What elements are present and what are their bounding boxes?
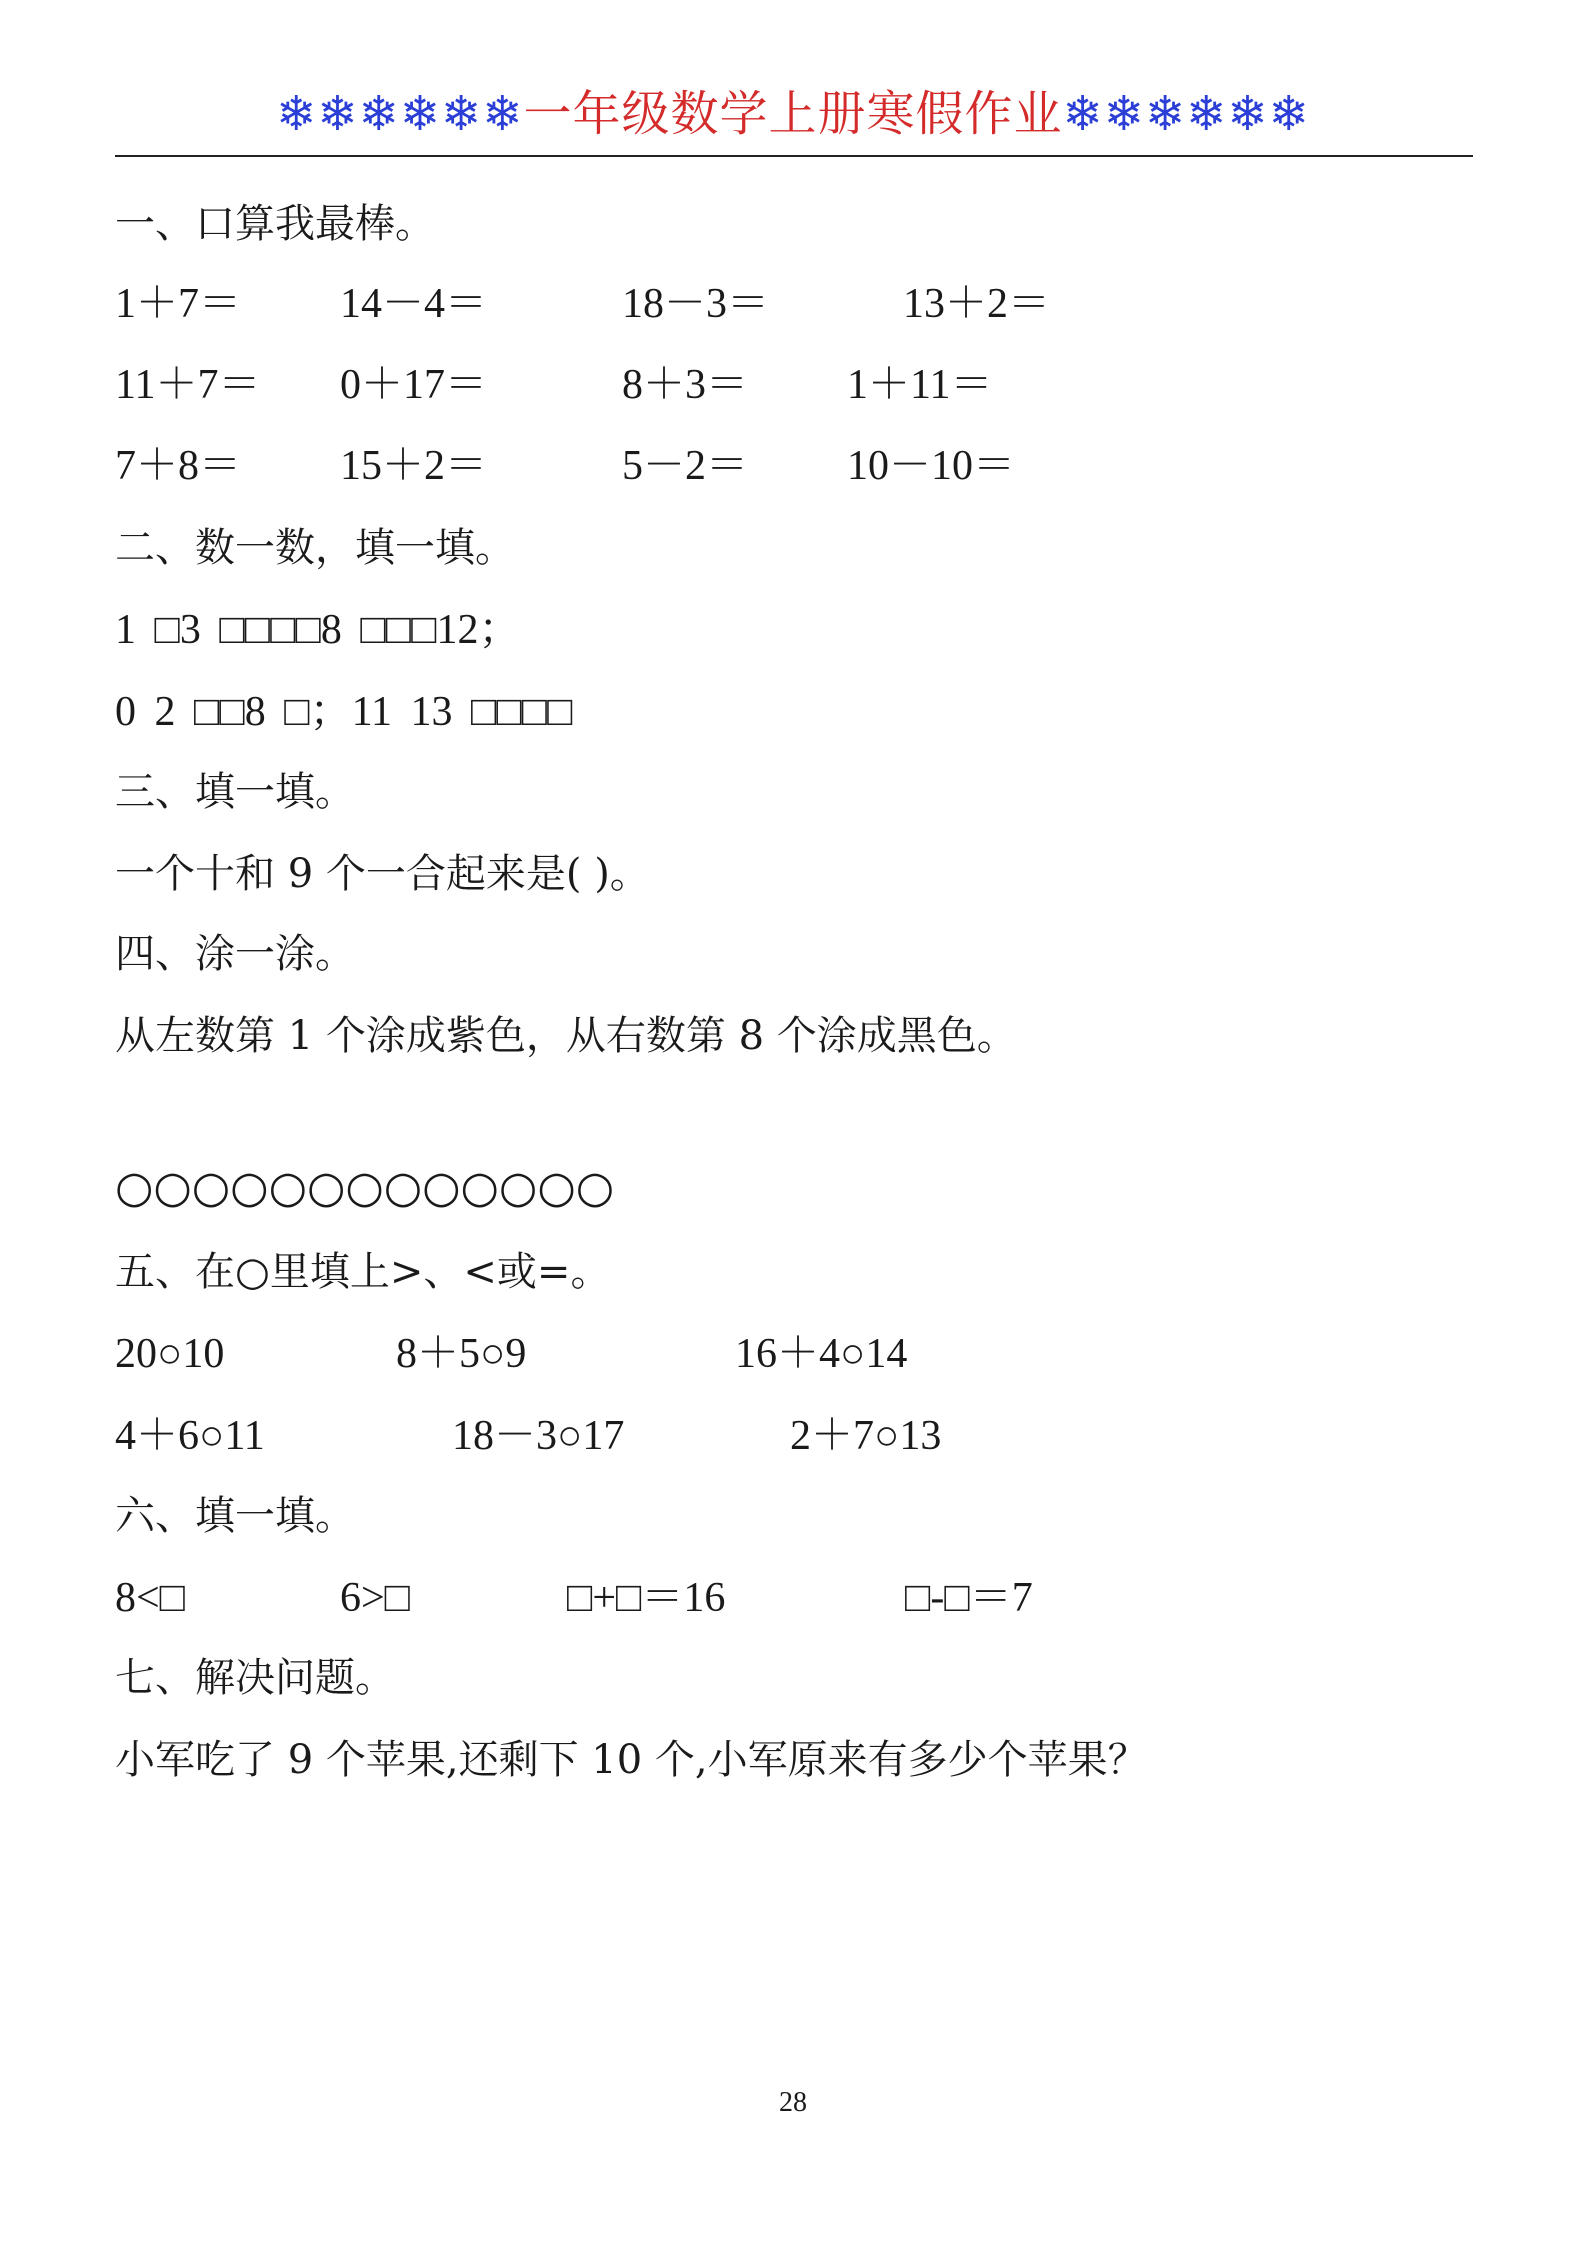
s1-item: 1＋11＝: [847, 362, 993, 408]
s5-item: 20○10: [115, 1331, 225, 1377]
page-title: [0, 82, 1586, 146]
section-7-heading: 七、解决问题。: [115, 1655, 395, 1701]
s1-item: 11＋7＝: [115, 362, 261, 408]
coloring-circles: ○○○○○○○○○○○○○: [115, 1162, 615, 1213]
s5-item: 4＋6○11: [115, 1413, 265, 1459]
s7-question: 小军吃了 9 个苹果,还剩下 10 个,小军原来有多少个苹果？: [115, 1737, 1148, 1783]
section-1-heading: 一、口算我最棒。: [115, 201, 435, 247]
section-2-heading: 二、数一数，填一填。: [115, 525, 515, 571]
section-6-heading: 六、填一填。: [115, 1493, 355, 1539]
s1-item: 14－4＝: [340, 281, 488, 327]
s6-item: 8<□: [115, 1575, 186, 1621]
s3-question: 一个十和 9 个一合起来是( )。: [115, 851, 650, 897]
s4-instruction: 从左数第 1 个涂成紫色，从右数第 8 个涂成黑色。: [115, 1013, 1017, 1059]
s1-item: 13＋2＝: [903, 281, 1051, 327]
s1-item: 0＋17＝: [340, 362, 488, 408]
s1-item: 5－2＝: [622, 443, 749, 489]
section-5-heading: 五、在○里填上>、<或=。: [115, 1249, 611, 1295]
s2-sequence-1: 1 □3 □□□□8 □□□12；: [115, 607, 521, 653]
s1-item: 15＋2＝: [340, 443, 488, 489]
s5-item: 18－3○17: [452, 1413, 625, 1459]
s6-item: 6>□: [340, 1575, 411, 1621]
s5-item: 8＋5○9: [396, 1331, 527, 1377]
section-4-heading: 四、涂一涂。: [115, 931, 355, 977]
title-text: 一年级数学上册寒假作业: [523, 86, 1063, 142]
snowflake-left-icons: ❄❄❄❄❄❄: [276, 86, 524, 142]
s6-item: □+□＝16: [567, 1575, 726, 1621]
header-divider: [115, 155, 1473, 157]
s5-item: 2＋7○13: [790, 1413, 942, 1459]
page-number: 28: [779, 2087, 807, 2118]
s1-item: 1＋7＝: [115, 281, 242, 327]
s2-sequence-2: 0 2 □□8 □；11 13 □□□□: [115, 689, 573, 735]
s1-item: 18－3＝: [622, 281, 770, 327]
s1-item: 8＋3＝: [622, 362, 749, 408]
s5-item: 16＋4○14: [735, 1331, 908, 1377]
snowflake-right-icons: ❄❄❄❄❄❄: [1062, 86, 1310, 142]
s1-item: 7＋8＝: [115, 443, 242, 489]
s1-item: 10－10＝: [847, 443, 1016, 489]
section-3-heading: 三、填一填。: [115, 769, 355, 815]
s6-item: □-□＝7: [905, 1575, 1033, 1621]
